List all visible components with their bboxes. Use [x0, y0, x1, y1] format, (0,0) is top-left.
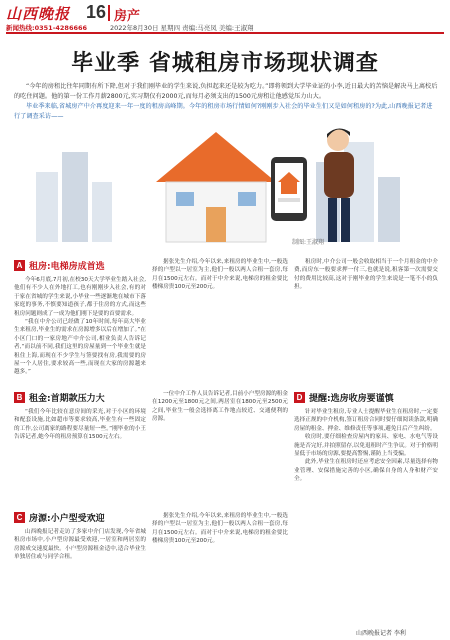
news-hotline: 新闻热线:0351-4286666 [6, 24, 88, 32]
house-icon [156, 132, 276, 242]
section-b-title: 租金:首期款压力大 [29, 393, 105, 404]
section-d-col [294, 408, 438, 624]
section-c-title: 房源:小户型受欢迎 [29, 513, 105, 524]
illustration-credit: 制图:王淑翔 [292, 239, 325, 246]
section-a-col1 [14, 276, 146, 386]
section-b-col2 [152, 390, 288, 508]
section-c-para-2-top: 一位中介工作人员告诉记者,目前小户型房源的租金在1200元至1800元之间,两居室在1800元至2500元之间,毕业生一般会选择离工作地点较近、交通便利的房源。 [152, 391, 288, 423]
rental-illustration [16, 112, 438, 248]
section-b-para-2-top: 租房时,中介公司一般会收取相当于一个月租金的中介费,而房东一般要求押一付三,也就是说,租客第一次需要交付的费用比较高,这对于刚毕业的学生来说是一笔不小的负担。 [294, 259, 438, 291]
section-divider [108, 5, 110, 21]
section-b-tag: B [14, 392, 25, 403]
section-c-col2 [152, 512, 288, 634]
section-d-para-2: 收房时,要仔细检查房屋内的家具、家电、水电气等设施是否完好,并拍照留存,以免退租时产生争议。对于价格明显低于市场的房源,要提高警惕,谨防上当受骗。 [294, 434, 438, 458]
section-name: 房产 [114, 9, 141, 24]
section-d-para-1: 针对毕业生租房,专业人士提醒毕业生在租房时,一定要选择正规的中介机构,签订租房合同时要仔细阅读条款,明确房屋的租金、押金、维修责任等事项,避免日后产生纠纷。 [294, 409, 438, 432]
section-b-para-1: “我们今年比较在意房间的采光,对于小区的环境和配套设施,比如超市等要求较高,毕业生有一些固定的工作,公司离家的路程要尽量短一些。”刚毕业的小王告诉记者,她今年的租房预算在1500元左右。 [14, 409, 146, 441]
header-rule [6, 32, 444, 34]
section-a-para-1: 今年6月底,7月初,在校30天大学毕业生踏入社会,他们有不少人在外地打工,也有刚刚步入社会,有的对于家在省城的学生来说,小毕业一些逐渐地在城市下落家庭的事务,不慎要知道孩子,都于住房的方式,而这些租房问题则成了一成为他们刚下是要的首要需求。 [14, 277, 146, 317]
lead-text-1: “今年的房租比往年同期有所下降,但对于我们刚毕业的学生来说,负担起来还是较为吃力。”即将领到大学毕业证的小李,近日最大的苦恼是解决马上离校后的吃住问题。他的第一份工作月薪2800元,实习期仅有2000元,而每月必须支出的1500元房租让他感觉压力山大。 [14, 83, 438, 100]
issue-meta: 2022年8月30日 星期四 责编:马亮凤 美编:王淑翔 [110, 24, 254, 32]
section-c-heading [14, 510, 105, 524]
section-c-para-1b: 据张先生介绍,今年以来,来租房的毕业生中,一般选择的户型以一居室为主,他们一般以两人合租一套房,每月在1500元左右。而对于中介来说,电梯房的租金要比楼梯房贵100元至200元。 [152, 513, 288, 545]
section-a-col3 [294, 258, 438, 386]
section-d-para-3: 此外,毕业生在租房时还应考虑安全因素,尽量选择有物业管理、安保措施完善的小区,确保自身的人身和财产安全。 [294, 459, 438, 483]
section-a-para-2: “我在中介公司已经做了10年时间,每年高大毕业生来租房,毕业生的需求在房源增多以后在增加了。”在小区门口的一家房地产中介公司,相业负责人告诉记者,“而以前不同,我们这里的房屋量到一个毕业生就是租住上海,而现在不少学生与签要找有房,我需要的房屋一个人居住,要求较高一些,而现在大家的房源越来越多。” [14, 319, 146, 376]
section-a-heading [14, 258, 105, 272]
section-d-heading [294, 390, 394, 404]
section-d-tag: D [294, 392, 305, 403]
section-d-title: 提醒:选房收房要谨慎 [309, 393, 394, 404]
section-c-col1 [14, 528, 146, 634]
page-number: 16 [86, 2, 107, 22]
section-b-col1 [14, 408, 146, 508]
section-b-heading [14, 390, 105, 404]
section-a-tag: A [14, 260, 25, 271]
section-c-para-1: 山西晚报记者走访了多家中介门店发现,今年省城租房市场中,小户型房源最受欢迎,一居室和两居室的房源成交速度最快。小户型房源租金适中,适合毕业生单独居住或与同学合租。 [14, 529, 146, 561]
lead-text-2: 毕业季来临,省城房产中介再度迎来一年一度的租房高峰期。今年的租房市场行情如何?刚刚步入社会的毕业生们又是如何租房的?为此,山西晚报记者进行了调查采访—— [14, 103, 433, 120]
phone-icon [271, 157, 307, 221]
section-a-title: 租房:电梯房成首选 [29, 261, 105, 272]
masthead [0, 0, 450, 34]
section-a-para-3: 据张先生介绍,今年以来,来租房的毕业生中,一般选择的户型以一居室为主,他们一般以两人合租一套房,每月在1500元左右。而对于中介来说,电梯房的租金要比楼梯房贵100元至200元。 [152, 259, 288, 291]
page-headline: 毕业季 省城租房市场现状调查 [71, 51, 379, 76]
section-c-tag: C [14, 512, 25, 523]
reporter-credit: 山西晚报记者 李利 [356, 630, 406, 637]
section-a-col2 [152, 258, 288, 386]
newspaper-logo: 山西晚报 [6, 5, 71, 23]
